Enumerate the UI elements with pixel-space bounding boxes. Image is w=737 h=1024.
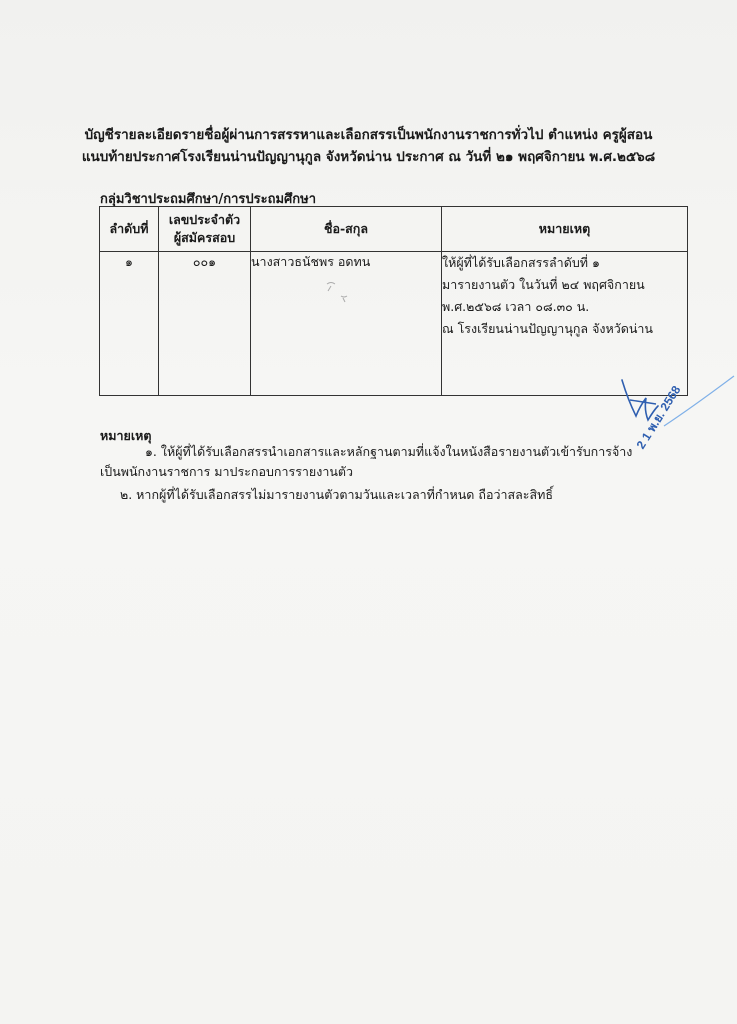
applicant-name: นางสาวธนัชพร อดทน	[251, 254, 371, 269]
header-applicant-no-line1: เลขประจำตัว	[168, 212, 241, 227]
table-header-row	[100, 207, 688, 252]
note-item-2: ๒. หากผู้ที่ได้รับเลือกสรรไม่มารายงานตัวตามวันและเวลาที่กำหนด ถือว่าสละสิทธิ์	[120, 487, 554, 502]
table-row	[100, 252, 688, 396]
remark-line-3: พ.ศ.๒๕๖๘ เวลา ๐๘.๓๐ น.	[442, 299, 590, 314]
header-remark: หมายเหตุ	[442, 207, 688, 252]
remark-line-4: ณ โรงเรียนน่านปัญญานุกูล จังหวัดน่าน	[442, 321, 653, 336]
header-applicant-no-line2: ผู้สมัครสอบ	[173, 230, 236, 245]
cell-applicant-no: ๐๐๑	[159, 252, 251, 396]
received-date-stamp: 2 1 พ.ย. 2568	[633, 383, 684, 452]
document-title-line2: แนบท้ายประกาศโรงเรียนน่านปัญญานุกูล จังหวัดน่าน ประกาศ ณ วันที่ ๒๑ พฤศจิกายน พ.ศ.๒๕๖๘	[81, 149, 656, 165]
document-title-line1: บัญชีรายละเอียดรายชื่อผู้ผ่านการสรรหาและเลือกสรรเป็นพนักงานราชการทั่วไป ตำแหน่ง ครูผู้สอน	[84, 127, 653, 143]
cell-index: ๑	[100, 252, 159, 396]
header-name: ชื่อ-สกุล	[251, 207, 442, 252]
note-item-1-line1: ๑. ให้ผู้ที่ได้รับเลือกสรรนำเอกสารและหลักฐานตามที่แจ้งในหนังสือรายงานตัวเข้ารับการจ้าง	[145, 444, 633, 459]
remark-line-1: ให้ผู้ที่ได้รับเลือกสรรลำดับที่ ๑	[442, 255, 600, 270]
faint-scribble	[321, 278, 361, 304]
note-item-1-line2: เป็นพนักงานราชการ มาประกอบการรายงานตัว	[100, 464, 354, 479]
applicant-table	[99, 206, 688, 396]
cell-name	[251, 252, 442, 396]
subject-group-label: กลุ่มวิชาประถมศึกษา/การประถมศึกษา	[100, 192, 317, 207]
notes-heading: หมายเหตุ	[100, 428, 152, 443]
header-applicant-no	[159, 207, 251, 252]
header-index: ลำดับที่	[100, 207, 159, 252]
remark-line-2: มารายงานตัว ในวันที่ ๒๔ พฤศจิกายน	[442, 277, 645, 292]
